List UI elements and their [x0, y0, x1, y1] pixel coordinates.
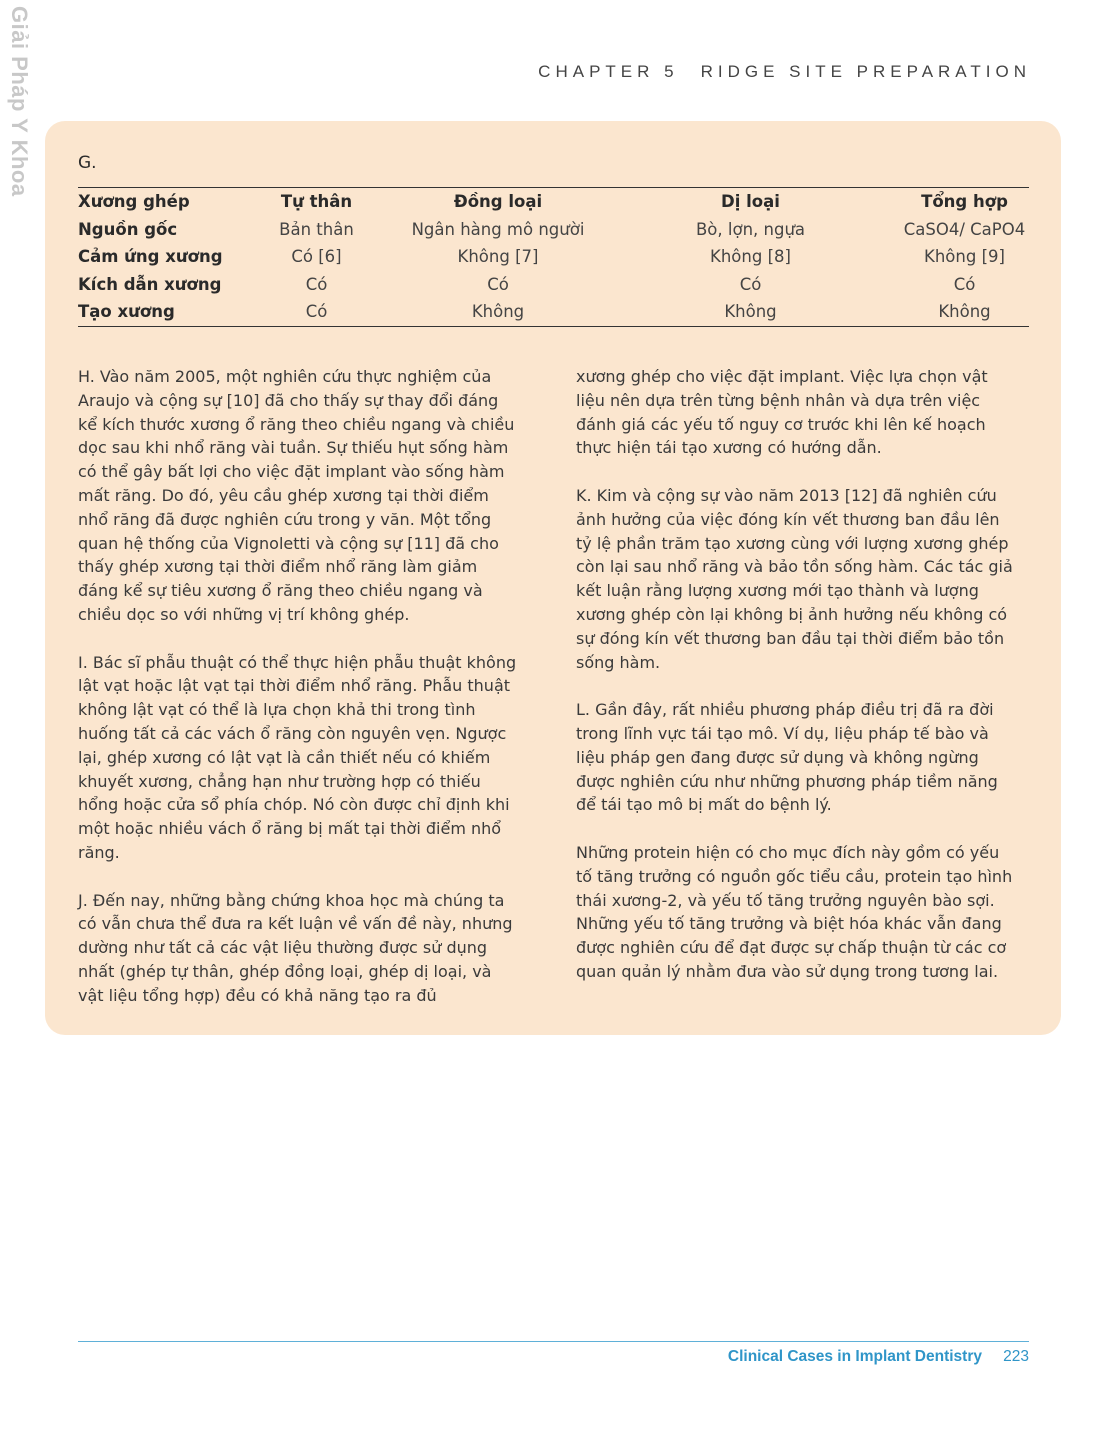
- table-cell: Không [7]: [457, 247, 539, 267]
- table-row-header: Tạo xương: [78, 302, 175, 322]
- table-cell: Bản thân: [279, 219, 354, 239]
- table-header-row: [78, 188, 1029, 216]
- watermark: Giải Pháp Y Khoa: [7, 6, 32, 197]
- table-cell: Có [6]: [291, 247, 342, 267]
- table-header-cell: Tổng hợp: [921, 192, 1008, 211]
- table-cell: Không: [938, 302, 991, 322]
- footer-divider: [78, 1341, 1029, 1342]
- table-row: [78, 271, 1029, 299]
- chapter-title: RIDGE SITE PREPARATION: [700, 62, 1031, 81]
- table-cell: Không [9]: [924, 247, 1005, 267]
- table-cell: Có: [739, 274, 762, 294]
- table-row: [78, 243, 1029, 271]
- table-row: [78, 298, 1029, 326]
- paragraph-j-continued: xương ghép cho việc đặt implant. Việc lựa chọn vật liệu nên dựa trên từng bệnh nhân và dựa trên việc đánh giá các yếu tố nguy cơ trước khi lên kế hoạch thực hiện tái tạo xương có hướng dẫn.: [576, 367, 988, 458]
- table-cell: Không: [471, 302, 525, 322]
- table-cell: Có: [487, 274, 509, 294]
- paragraph-j: J. Đến nay, những bằng chứng khoa học mà chúng ta có vẫn chưa thể đưa ra kết luận về vấn đề này, nhưng dường như tất cả các vật liệu thường được sử dụng nhất (ghép tự thân, ghép đồng loại, ghép dị loại, và vật liệu tổng hợp) đều có khả năng tạo ra đủ: [78, 890, 513, 1005]
- table-cell: Có: [305, 274, 328, 294]
- table-header-cell: Xương ghép: [78, 192, 190, 211]
- paragraph-l: L. Gần đây, rất nhiều phương pháp điều trị đã ra đời trong lĩnh vực tái tạo mô. Ví dụ, liệu pháp tế bào và liệu pháp gen đang được sử dụng và không ngừng được nghiên cứu như những phương pháp tiềm năng để tái tạo mô bị mất do bệnh lý.: [576, 700, 998, 815]
- table-cell: Không [8]: [710, 247, 791, 267]
- page-number: 223: [1003, 1348, 1029, 1365]
- paragraph-i: I. Bác sĩ phẫu thuật có thể thực hiện phẫu thuật không lật vạt hoặc lật vạt tại thời điểm nhổ răng. Phẫu thuật không lật vạt có thể là lựa chọn khả thi trong tình huống tất cả các vách ổ răng còn nguyên vẹn. Ngược lại, ghép xương có lật vạt là cần thiết nếu có khiếm khuyết xương, chẳng hạn như trường hợp có thiếu hổng hoặc cửa sổ phía chóp. Nó còn được chỉ định khi một hoặc nhiều vách ổ răng bị mất tại thời điểm nhổ răng.: [78, 652, 517, 862]
- paragraph-k: K. Kim và cộng sự vào năm 2013 [12] đã nghiên cứu ảnh hưởng của việc đóng kín vết thương ban đầu lên tỷ lệ phần trăm tạo xương cùng với lượng xương ghép còn lại sau nhổ răng và bảo tồn sống hàm. Các tác giả kết luận rằng lượng xương mới tạo thành và lượng xương ghép còn lại không bị ảnh hưởng nếu không có sự đóng kín vết thương ban đầu tại thời điểm bảo tồn sống hàm.: [576, 485, 1013, 672]
- table-cell: Không: [724, 302, 777, 322]
- table-header-cell: Đồng loại: [453, 192, 543, 211]
- paragraph-proteins: Những protein hiện có cho mục đích này gồm có yếu tố tăng trưởng có nguồn gốc tiểu cầu, protein tạo hình thái xương-2, và yếu tố tăng trưởng nguyên bào sợi. Những yếu tố tăng trưởng và biệt hóa khác vẫn đang được nghiên cứu để đạt được sự chấp thuận từ các cơ quan quản lý nhằm đưa vào sử dụng trong tương lai.: [576, 842, 1013, 981]
- table-row-header: Kích dẫn xương: [78, 274, 222, 294]
- table-row-header: Nguồn gốc: [78, 219, 178, 239]
- footer-book-title: Clinical Cases in Implant Dentistry: [727, 1348, 982, 1365]
- table-cell: Có: [305, 302, 328, 322]
- right-column: [576, 365, 1016, 1008]
- chapter-number: CHAPTER 5: [538, 62, 679, 81]
- table-cell: CaSO4/ CaPO4: [903, 219, 1026, 239]
- table-header-cell: Dị loại: [721, 192, 780, 211]
- table-cell: Có: [953, 274, 976, 294]
- paragraph-h: H. Vào năm 2005, một nghiên cứu thực nghiệm của Araujo và cộng sự [10] đã cho thấy sự thay đổi đáng kể kích thước xương ổ răng theo chiều ngang và chiều dọc sau khi nhổ răng vài tuần. Sự thiếu hụt sống hàm có thể gây bất lợi cho việc đặt implant vào sống hàm mất răng. Do đó, yêu cầu ghép xương tại thời điểm nhổ răng đã được nghiên cứu trong y văn. Một tổng quan hệ thống của Vignoletti và cộng sự [11] đã cho thấy ghép xương tại thời điểm nhổ răng làm giảm đáng kể sự tiêu xương ổ răng theo chiều ngang và chiều dọc so với những vị trí không ghép.: [78, 367, 515, 624]
- table-cell: Ngân hàng mô người: [411, 219, 585, 239]
- table-row: [78, 216, 1029, 244]
- table-row-header: Cảm ứng xương: [78, 247, 223, 267]
- table-cell: Bò, lợn, ngựa: [695, 219, 806, 239]
- section-g-label: G.: [78, 153, 97, 173]
- table-header-cell: Tự thân: [280, 192, 353, 211]
- left-column: [78, 365, 518, 1031]
- bone-graft-table: [78, 187, 1029, 327]
- chapter-header: [538, 62, 1031, 82]
